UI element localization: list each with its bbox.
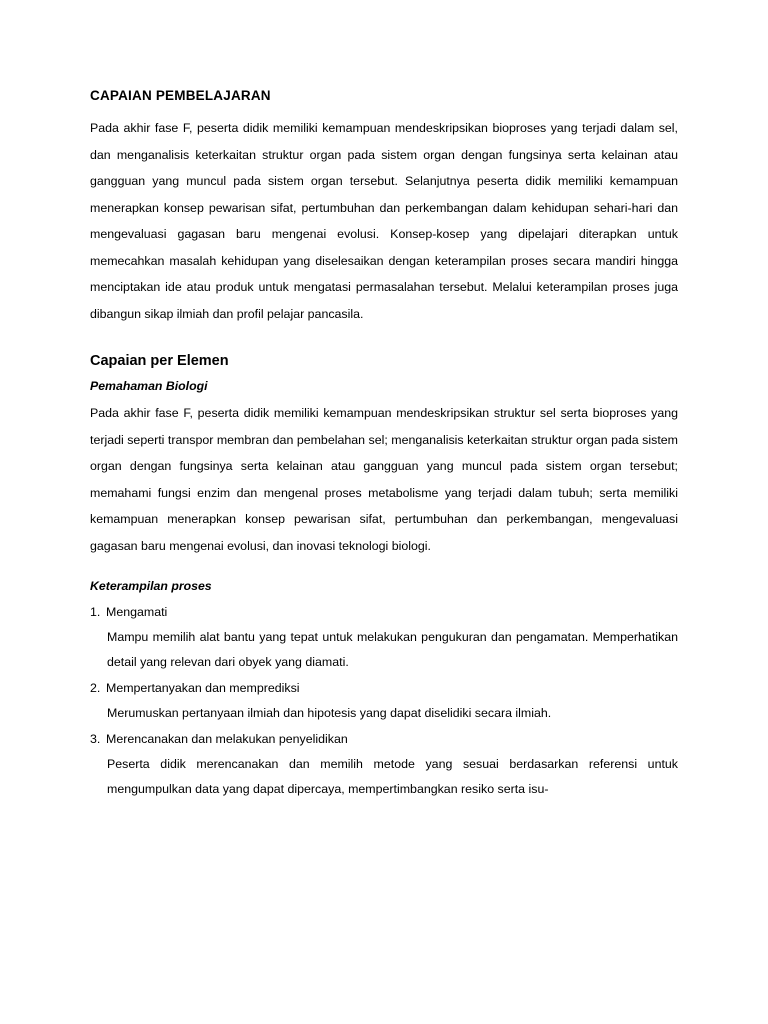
list-item-body: Mampu memilih alat bantu yang tepat untuk melakukan pengukuran dan pengamatan. Memperhatikan detail yang relevan dari obyek yang diamati.: [107, 630, 678, 669]
list-item: [90, 600, 678, 675]
intro-paragraph: Pada akhir fase F, peserta didik memiliki kemampuan mendeskripsikan bioproses yang terjadi dalam sel, dan menganalisis keterkaitan struktur organ pada sistem organ dengan fungsinya serta kelainan atau gangguan yang muncul pada sistem organ tersebut. Selanjutnya peserta didik memiliki kemampuan menerapkan konsep pewarisan sifat, pertumbuhan dan perkembangan dalam kehidupan sehari-hari dan mengevaluasi gagasan baru mengenai evolusi. Konsep-kosep yang dipelajari diterapkan untuk memecahkan masalah kehidupan yang diselesaikan dengan keterampilan proses secara mandiri hingga menciptakan ide atau produk untuk mengatasi permasalahan tersebut. Melalui keterampilan proses juga dibangun sikap ilmiah dan profil pelajar pancasila.: [90, 121, 678, 321]
list-item-body: Peserta didik merencanakan dan memilih metode yang sesuai berdasarkan referensi untuk mengumpulkan data yang dapat dipercaya, mempertimbangkan resiko serta isu-: [107, 757, 678, 796]
list-item-head: [90, 727, 678, 752]
spacer: [90, 559, 678, 579]
list-item-number: 2.: [90, 681, 101, 695]
spacer: [90, 327, 678, 353]
subsection-heading-keterampilan-proses: Keterampilan proses: [90, 579, 212, 593]
list-item-title: Mempertanyakan dan memprediksi: [106, 681, 300, 695]
section-heading-capaian-per-elemen: Capaian per Elemen: [90, 353, 229, 369]
list-item-head: [90, 676, 678, 701]
pemahaman-biologi-paragraph: Pada akhir fase F, peserta didik memiliki kemampuan mendeskripsikan struktur sel serta bioproses yang terjadi seperti transpor membran dan pembelahan sel; menganalisis keterkaitan struktur organ pada sistem organ dengan fungsinya serta kelainan atau gangguan yang muncul pada sistem organ tersebut; memahami fungsi enzim dan mengenal proses metabolisme yang terjadi dalam tubuh; serta memiliki kemampuan menerapkan konsep pewarisan sifat, pertumbuhan dan perkembangan, mengevaluasi gagasan baru mengenai evolusi, dan inovasi teknologi biologi.: [90, 406, 678, 553]
list-item-body: Merumuskan pertanyaan ilmiah dan hipotesis yang dapat diselidiki secara ilmiah.: [107, 706, 552, 720]
list-item-number: 3.: [90, 732, 101, 746]
page-title: CAPAIAN PEMBELAJARAN: [90, 88, 271, 103]
list-item-title: Merencanakan dan melakukan penyelidikan: [106, 732, 348, 746]
list-item-head: [90, 600, 678, 625]
list-item: [90, 676, 678, 726]
document-body: [90, 88, 678, 802]
list-item: [90, 727, 678, 802]
list-item-number: 1.: [90, 605, 101, 619]
keterampilan-proses-list: [90, 600, 678, 802]
subsection-heading-pemahaman-biologi: Pemahaman Biologi: [90, 379, 208, 393]
list-item-title: Mengamati: [106, 605, 168, 619]
